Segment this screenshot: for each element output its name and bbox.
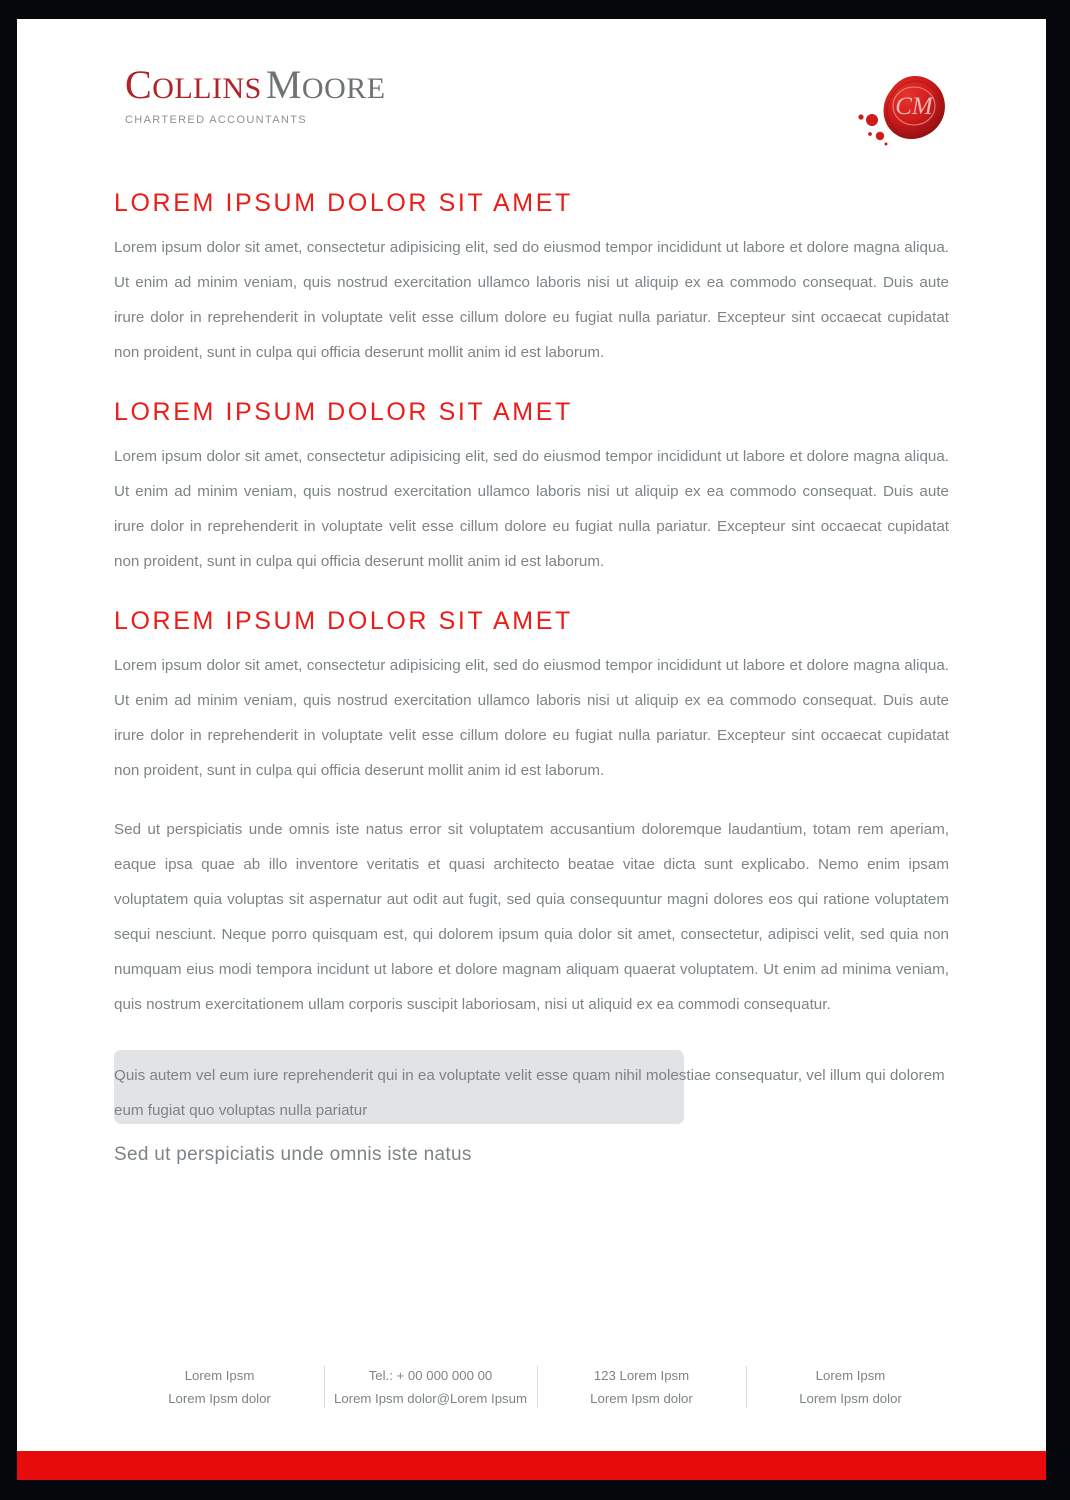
- section-heading: LOREM IPSUM DOLOR SIT AMET: [114, 607, 573, 635]
- footer-line: Lorem Ipsm: [815, 1368, 886, 1383]
- section-paragraph: Lorem ipsum dolor sit amet, consectetur adipisicing elit, sed do eiusmod tempor incididunt ut labore et dolore magna aliqua. Ut enim ad minim veniam, quis nostrud exercitation ullamco laboris nisi ut aliquip ex ea commodo consequat. Duis aute irure dolor in reprehenderit in voluptate velit esse cillum dolore eu fugiat nulla pariatur. Excepteur sint occaecat cupidatat non proident, sunt in culpa qui officia deserunt mollit anim id est laborum.: [114, 657, 949, 779]
- section-paragraph: Lorem ipsum dolor sit amet, consectetur adipisicing elit, sed do eiusmod tempor incididunt ut labore et dolore magna aliqua. Ut enim ad minim veniam, quis nostrud exercitation ullamco laboris nisi ut aliquip ex ea commodo consequat. Duis aute irure dolor in reprehenderit in voluptate velit esse cillum dolore eu fugiat nulla pariatur. Excepteur sint occaecat cupidatat non proident, sunt in culpa qui officia deserunt mollit anim id est laborum.: [114, 448, 949, 570]
- highlighted-quote-block: [114, 1050, 949, 1134]
- footer-column-3: [537, 1364, 746, 1410]
- section-heading: LOREM IPSUM DOLOR SIT AMET: [114, 398, 573, 426]
- company-logo: [125, 62, 386, 126]
- document-body: [114, 189, 949, 1170]
- footer-columns: [115, 1364, 955, 1410]
- section-1: [114, 189, 949, 370]
- page-footer: [17, 1364, 1046, 1420]
- letterhead-page: [17, 19, 1046, 1480]
- footer-phone: Tel.: + 00 000 000 00: [368, 1368, 493, 1383]
- section-paragraph: Lorem ipsum dolor sit amet, consectetur adipisicing elit, sed do eiusmod tempor incididunt ut labore et dolore magna aliqua. Ut enim ad minim veniam, quis nostrud exercitation ullamco laboris nisi ut aliquip ex ea commodo consequat. Duis aute irure dolor in reprehenderit in voluptate velit esse cillum dolore eu fugiat nulla pariatur. Excepteur sint occaecat cupidatat non proident, sunt in culpa qui officia deserunt mollit anim id est laborum.: [114, 239, 949, 361]
- section-2: [114, 398, 949, 579]
- section-3: [114, 607, 949, 1022]
- highlighted-quote-text: Quis autem vel eum iure reprehenderit qui in ea voluptate velit esse quam nihil molestiae consequatur, vel illum qui dolorem eum fugiat quo voluptas nulla pariatur: [114, 1067, 945, 1119]
- footer-address: 123 Lorem Ipsm: [593, 1368, 690, 1383]
- logo-tagline: CHARTERED ACCOUNTANTS: [125, 114, 307, 126]
- footer-email: Lorem Ipsm dolor@Lorem Ipsum: [334, 1391, 527, 1406]
- footer-column-1: [115, 1364, 324, 1410]
- footer-line: Lorem Ipsm dolor: [799, 1391, 902, 1406]
- long-paragraph: Sed ut perspiciatis unde omnis iste natus error sit voluptatem accusantium doloremque laudantium, totam rem aperiam, eaque ipsa quae ab illo inventore veritatis et quasi architecto beatae vitae dicta sunt explicabo. Nemo enim ipsam voluptatem quia voluptas sit aspernatur aut odit aut fugit, sed quia consequuntur magni dolores eos qui ratione voluptatem sequi nesciunt. Neque porro quisquam est, qui dolorem ipsum quia dolor sit amet, consectetur, adipisci velit, sed quia non numquam eius modi tempora incidunt ut labore et dolore magnam aliquam quaerat voluptatem. Ut enim ad minima veniam, quis nostrum exercitationem ullam corporis suscipit laboriosam, nisi ut aliquid ex ea commodi consequatur.: [114, 821, 949, 1013]
- wax-seal-icon: [855, 72, 951, 150]
- footer-line: Lorem Ipsm: [184, 1368, 255, 1383]
- logo-name-secondary: MOORE: [265, 62, 386, 107]
- footer-accent-bar: [17, 1451, 1046, 1480]
- closing-line: Sed ut perspiciatis unde omnis iste natus: [114, 1144, 472, 1165]
- footer-line: Lorem Ipsm dolor: [168, 1391, 271, 1406]
- footer-column-2: [324, 1364, 537, 1410]
- logo-wordmark: [125, 62, 386, 109]
- footer-line: Lorem Ipsm dolor: [590, 1391, 693, 1406]
- page-header: [17, 19, 1046, 169]
- svg-text:CM: CM: [895, 93, 933, 120]
- section-heading: LOREM IPSUM DOLOR SIT AMET: [114, 189, 573, 217]
- footer-column-4: [746, 1364, 955, 1410]
- logo-name-primary: COLLINS: [125, 62, 262, 107]
